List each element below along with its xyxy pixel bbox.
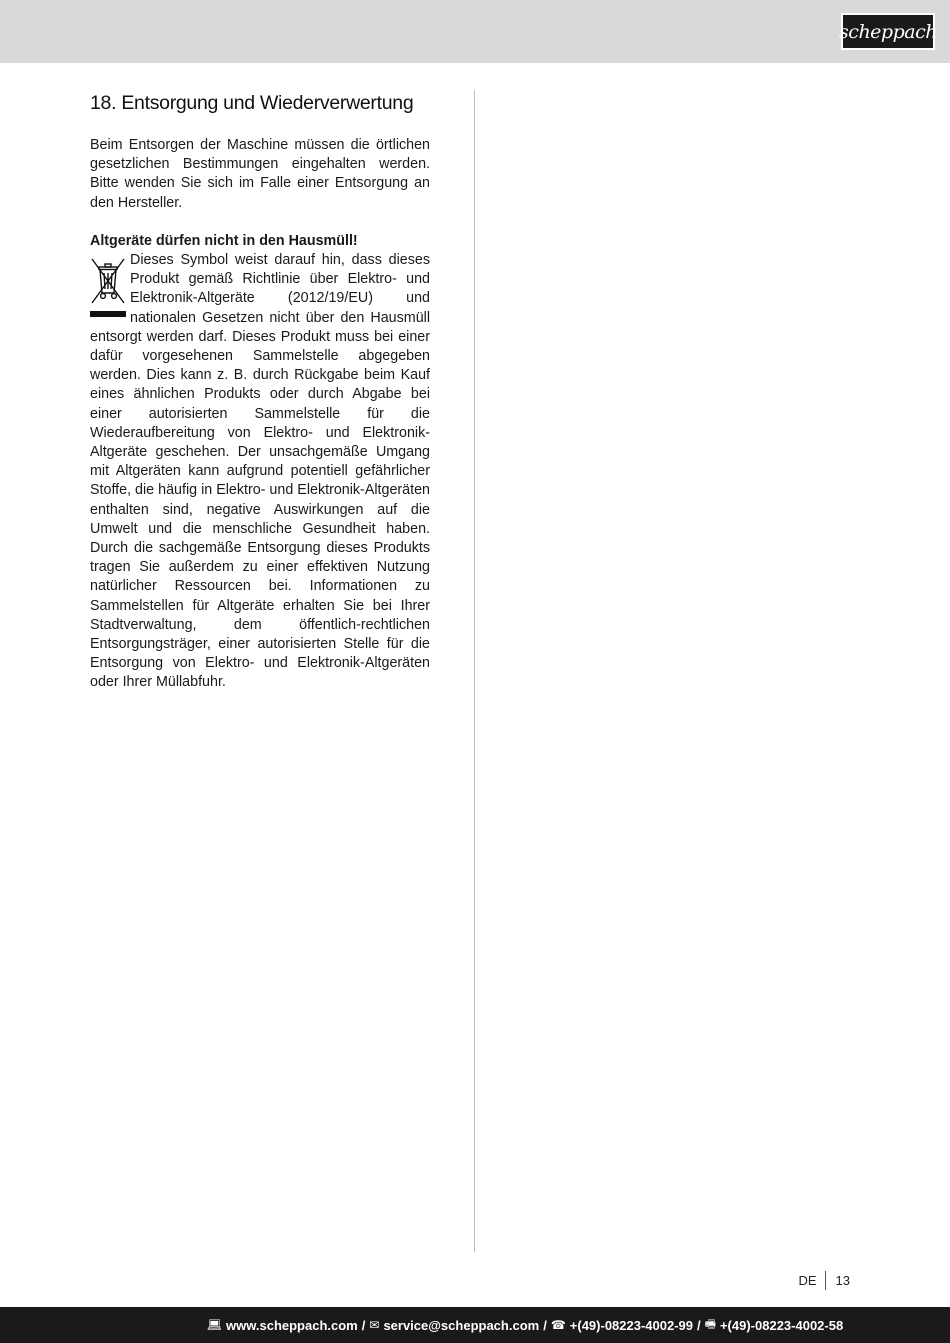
envelope-icon: ✉︎ (369, 1318, 380, 1332)
header-band (0, 0, 950, 63)
contact-separator: / (543, 1317, 547, 1333)
scheppach-logo: scheppach (841, 13, 935, 50)
contact-separator: / (361, 1317, 366, 1333)
computer-icon: 💻︎ (206, 1318, 223, 1332)
contact-band (0, 1307, 950, 1343)
footer-separator (825, 1271, 826, 1290)
contact-line (207, 1315, 843, 1336)
phone-number: +(49)-08223-4002-99 (569, 1317, 694, 1333)
crossed-out-wheelie-bin-icon (90, 255, 126, 321)
email-link[interactable]: service@scheppach.com (383, 1317, 540, 1333)
fax-icon: 🖷︎ (704, 1316, 716, 1331)
contact-separator: / (697, 1317, 701, 1333)
disposal-section (90, 92, 430, 693)
warning-paragraph: Dieses Symbol weist darauf hin, dass dieses Produkt gemäß Richtlinie über Elektro- und Elektronik-Altgeräte (2012/19/EU) und nationalen Gesetzen nicht über den Hausmüll entsorgt werden darf. Dieses Produkt muss bei einer dafür vorgesehenen Sammelstelle abgegeben werden. Dies kann z. B. durch Rückgabe beim Kauf eines ähnlichen Produkts oder durch Abgabe bei einer autorisierten Sammelstelle für die Wiederaufbereitung von Elektro- und Elektronik- Altgeräte geschehen. Der unsachgemäße Umgang mit Altgeräten kann aufgrund potentiell gefährlicher Stoffe, die häufig in Elektro- und Elektronik-Altgeräten enthalten sind, negative Auswirkungen auf die Umwelt und die menschliche Gesundheit haben. Durch die sachgemäße Entsorgung dieses Produkts tragen Sie außerdem zu einer effektiven Nutzung natürlicher Ressourcen bei. Informationen zu Sammelstellen für Altgeräte erhalten Sie bei Ihrer Stadtverwaltung, dem öffentlich-rechtlichen Entsorgungsträger, einer autorisierten Stelle für die Entsorgung von Elektro- und Elektronik-Altgeräten oder Ihrer Müllabfuhr. (90, 252, 430, 691)
column-divider (474, 90, 475, 1252)
fax-number: +(49)-08223-4002-58 (719, 1317, 844, 1333)
page-number: 13 (835, 1273, 850, 1288)
warning-heading: Altgeräte dürfen nicht in den Hausmüll! (90, 232, 358, 249)
website-link[interactable]: www.scheppach.com (226, 1317, 358, 1333)
section-title: 18. Entsorgung und Wiederverwertung (90, 92, 414, 114)
intro-paragraph: Beim Entsorgen der Maschine müssen die örtlichen gesetzlichen Bestimmungen eingehalten werden. Bitte wenden Sie sich im Falle einer Entsorgung an den Hersteller. (90, 137, 430, 211)
bin-symbol-graphic (90, 255, 126, 309)
page-footer (798, 1271, 850, 1290)
weee-bar (90, 311, 126, 317)
telephone-icon: ☎︎ (550, 1318, 566, 1332)
language-code: DE (798, 1273, 817, 1288)
